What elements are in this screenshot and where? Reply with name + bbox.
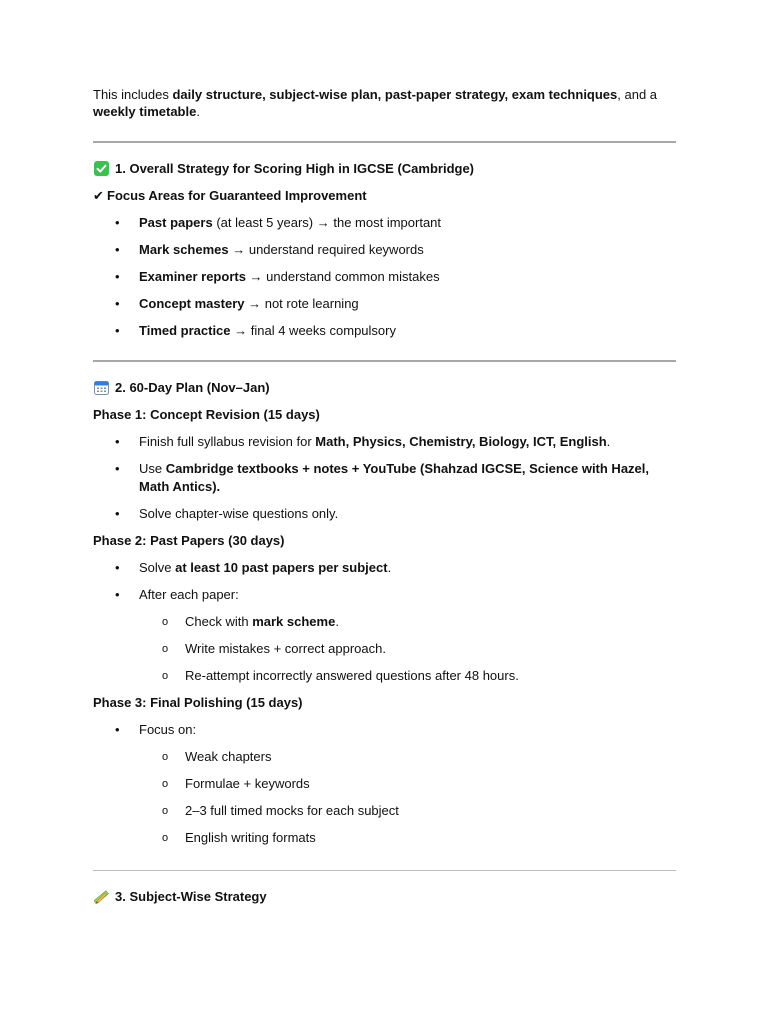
phase-1-heading: Phase 1: Concept Revision (15 days) [93, 407, 320, 422]
divider [93, 870, 676, 871]
document-content [93, 86, 676, 915]
sublist-item: o Re-attempt incorrectly answered questions after 48 hours. [162, 668, 519, 683]
list-item: • Mark schemes → understand required keywords [115, 242, 424, 257]
list-item: • After each paper: o Check with mark scheme. o Write mistakes + correct approach. o Re-attempt incorrectly answered questions after 48 hours. [93, 586, 676, 685]
list-item: • Past papers (at least 5 years) → the most important [115, 215, 442, 230]
focus-on-sublist [139, 748, 676, 847]
focus-areas-heading: ✔ Focus Areas for Guaranteed Improvement [93, 188, 367, 203]
list-item: • Use Cambridge textbooks + notes + YouTube (Shahzad IGCSE, Science with Hazel, Math Antics). [115, 461, 650, 494]
phase-1-list [93, 433, 676, 523]
section-3-heading: 3. Subject-Wise Strategy [93, 887, 676, 905]
divider [93, 141, 676, 143]
list-item: • Solve at least 10 past papers per subject. [115, 560, 392, 575]
sublist-item: o Weak chapters [162, 749, 272, 764]
phase-2-list [93, 559, 676, 685]
section-2-heading: 2. 60-Day Plan (Nov–Jan) [93, 378, 676, 396]
sublist-item: o English writing formats [162, 830, 316, 845]
sublist-item: o Write mistakes + correct approach. [162, 641, 386, 656]
phase-3-list [93, 721, 676, 847]
sublist-item: o Formulae + keywords [162, 776, 310, 791]
pencil-ruler-icon [93, 888, 109, 904]
checkmark-icon: ✔ [93, 188, 104, 203]
phase-3-heading: Phase 3: Final Polishing (15 days) [93, 695, 303, 710]
section-1-heading: 1. Overall Strategy for Scoring High in IGCSE (Cambridge) [93, 159, 676, 177]
divider [93, 360, 676, 362]
calendar-icon [93, 379, 109, 395]
sublist-item: o 2–3 full timed mocks for each subject [162, 803, 399, 818]
list-item: • Timed practice → final 4 weeks compulsory [115, 323, 396, 338]
sublist-item: o Check with mark scheme. [162, 614, 339, 629]
focus-areas-list [93, 214, 676, 340]
after-paper-sublist [139, 613, 676, 685]
phase-2-heading: Phase 2: Past Papers (30 days) [93, 533, 285, 548]
check-box-icon [93, 160, 109, 176]
list-item: • Solve chapter-wise questions only. [115, 506, 339, 521]
intro-paragraph: This includes daily structure, subject-wise plan, past-paper strategy, exam techniques, and a weekly timetable. [93, 87, 658, 119]
list-item: • Concept mastery → not rote learning [115, 296, 359, 311]
list-item: • Finish full syllabus revision for Math, Physics, Chemistry, Biology, ICT, English. [115, 434, 611, 449]
list-item: • Focus on: o Weak chapters o Formulae + keywords o 2–3 full timed mocks for each subject o English writing formats [93, 721, 676, 847]
list-item: • Examiner reports → understand common mistakes [115, 269, 440, 284]
